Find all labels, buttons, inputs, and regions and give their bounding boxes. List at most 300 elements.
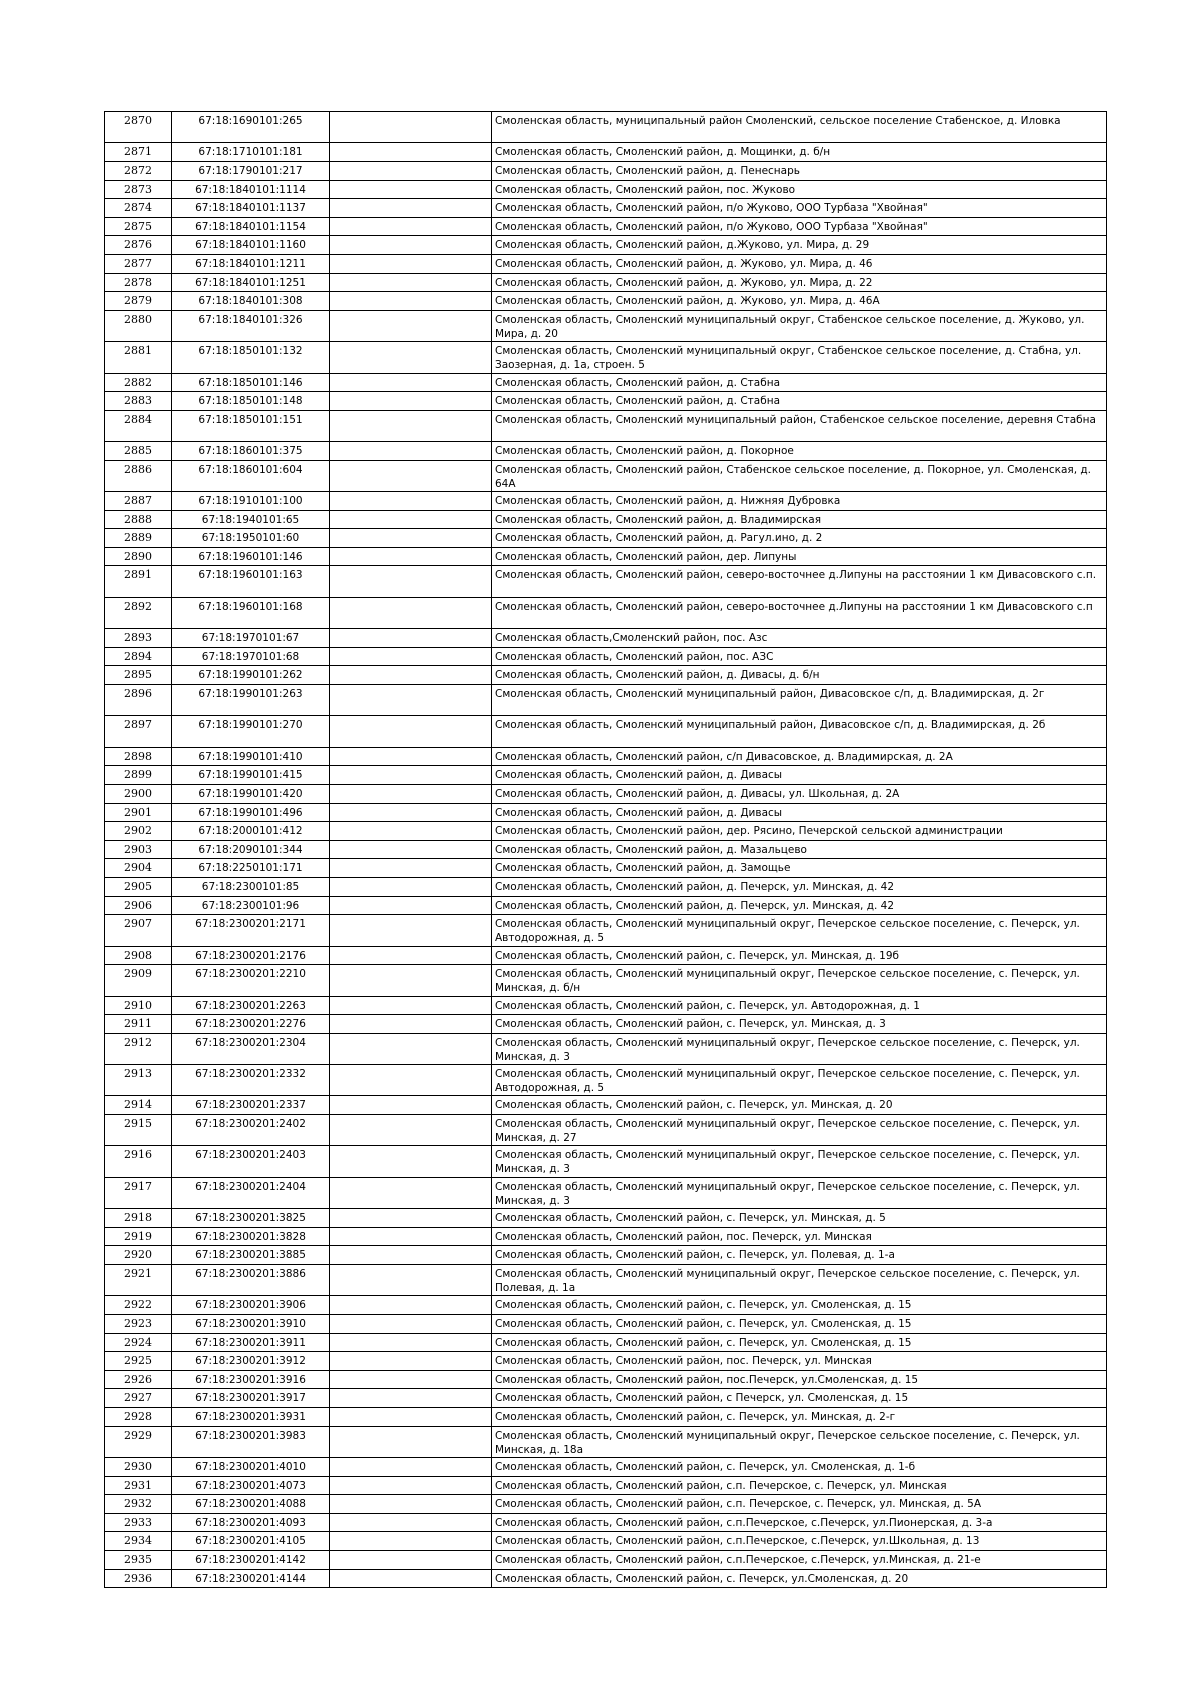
address-cell: Смоленская область, Смоленский муниципальный округ, Печерское сельское поселение, с. Печерск, ул. Минская, д. 27 <box>492 1115 1107 1146</box>
table-row <box>105 529 1107 548</box>
row-number: 2889 <box>105 529 172 548</box>
note-cell <box>330 529 492 548</box>
cadastral-number: 67:18:1990101:262 <box>172 666 330 685</box>
address-cell: Смоленская область, Смоленский район, дер. Липуны <box>492 547 1107 566</box>
table-row <box>105 666 1107 685</box>
address-cell: Смоленская область, Смоленский район, с. Печерск, ул. Полевая, д. 1-а <box>492 1246 1107 1265</box>
row-number: 2870 <box>105 112 172 143</box>
row-number: 2924 <box>105 1333 172 1352</box>
address-cell: Смоленская область, Смоленский район, д. Стабна <box>492 392 1107 411</box>
note-cell <box>330 1550 492 1569</box>
note-cell <box>330 1296 492 1315</box>
table-row <box>105 803 1107 822</box>
note-cell <box>330 1389 492 1408</box>
cadastral-number: 67:18:2090101:344 <box>172 840 330 859</box>
note-cell <box>330 629 492 648</box>
row-number: 2892 <box>105 597 172 628</box>
cadastral-number: 67:18:2300201:3828 <box>172 1227 330 1246</box>
cadastral-number: 67:18:2300201:2337 <box>172 1096 330 1115</box>
table-row <box>105 1389 1107 1408</box>
row-number: 2928 <box>105 1407 172 1426</box>
address-cell: Смоленская область, Смоленский район, с. Печерск, ул. Минская, д. 3 <box>492 1015 1107 1034</box>
cadastral-number: 67:18:1840101:1154 <box>172 217 330 236</box>
note-cell <box>330 766 492 785</box>
row-number: 2905 <box>105 877 172 896</box>
cadastral-number: 67:18:2300201:4144 <box>172 1569 330 1588</box>
property-table <box>104 111 1107 1588</box>
cadastral-number: 67:18:1940101:65 <box>172 510 330 529</box>
note-cell <box>330 1227 492 1246</box>
table-row <box>105 199 1107 218</box>
table-row <box>105 180 1107 199</box>
note-cell <box>330 217 492 236</box>
note-cell <box>330 1209 492 1228</box>
row-number: 2872 <box>105 161 172 180</box>
note-cell <box>330 310 492 341</box>
row-number: 2903 <box>105 840 172 859</box>
cadastral-number: 67:18:2300201:4142 <box>172 1550 330 1569</box>
address-cell: Смоленская область, Смоленский район, северо-восточнее д.Липуны на расстоянии 1 км Дивасовского с.п. <box>492 566 1107 597</box>
address-cell: Смоленская область, Смоленский муниципальный район, Дивасовское с/п, д. Владимирская, д. 2г <box>492 685 1107 716</box>
note-cell <box>330 747 492 766</box>
row-number: 2871 <box>105 143 172 162</box>
note-cell <box>330 566 492 597</box>
table-row <box>105 1115 1107 1146</box>
address-cell: Смоленская область, Смоленский район, пос. Печерск, ул. Минская <box>492 1227 1107 1246</box>
row-number: 2909 <box>105 965 172 996</box>
row-number: 2875 <box>105 217 172 236</box>
cadastral-number: 67:18:2300201:2171 <box>172 915 330 946</box>
address-cell: Смоленская область, Смоленский район, с. Печерск, ул. Минская, д. 2-г <box>492 1407 1107 1426</box>
row-number: 2876 <box>105 236 172 255</box>
table-row <box>105 1532 1107 1551</box>
address-cell: Смоленская область, Смоленский муниципальный округ, Печерское сельское поселение, с. Печерск, ул. Минская, д. 3 <box>492 1146 1107 1177</box>
note-cell <box>330 236 492 255</box>
cadastral-number: 67:18:1990101:270 <box>172 716 330 747</box>
row-number: 2890 <box>105 547 172 566</box>
note-cell <box>330 647 492 666</box>
address-cell: Смоленская область, Смоленский муниципальный район, Стабенское сельское поселение, деревня Стабна <box>492 410 1107 441</box>
row-number: 2900 <box>105 784 172 803</box>
row-number: 2931 <box>105 1476 172 1495</box>
cadastral-number: 67:18:2300201:3916 <box>172 1370 330 1389</box>
note-cell <box>330 1015 492 1034</box>
note-cell <box>330 1457 492 1476</box>
address-cell: Смоленская область, Смоленский район, с. Печерск, ул.Смоленская, д. 20 <box>492 1569 1107 1588</box>
table-row <box>105 1033 1107 1064</box>
table-body <box>105 112 1107 1588</box>
table-row <box>105 597 1107 628</box>
row-number: 2899 <box>105 766 172 785</box>
cadastral-number: 67:18:1840101:326 <box>172 310 330 341</box>
row-number: 2918 <box>105 1209 172 1228</box>
note-cell <box>330 1370 492 1389</box>
address-cell: Смоленская область, Смоленский муниципальный округ, Печерское сельское поселение, с. Печерск, ул. Минская, д. б/н <box>492 965 1107 996</box>
note-cell <box>330 822 492 841</box>
row-number: 2880 <box>105 310 172 341</box>
row-number: 2894 <box>105 647 172 666</box>
note-cell <box>330 1495 492 1514</box>
table-row <box>105 1407 1107 1426</box>
cadastral-number: 67:18:2300201:2402 <box>172 1115 330 1146</box>
cadastral-number: 67:18:2300201:2304 <box>172 1033 330 1064</box>
address-cell: Смоленская область, Смоленский муниципальный округ, Печерское сельское поселение, с. Печерск, ул. Автодорожная, д. 5 <box>492 1065 1107 1096</box>
cadastral-number: 67:18:2300201:2263 <box>172 996 330 1015</box>
table-row <box>105 716 1107 747</box>
address-cell: Смоленская область, Смоленский район, д. Покорное <box>492 442 1107 461</box>
note-cell <box>330 180 492 199</box>
note-cell <box>330 1096 492 1115</box>
note-cell <box>330 1065 492 1096</box>
cadastral-number: 67:18:2250101:171 <box>172 859 330 878</box>
table-row <box>105 1550 1107 1569</box>
note-cell <box>330 716 492 747</box>
address-cell: Смоленская область, Смоленский район, д.Жуково, ул. Мира, д. 29 <box>492 236 1107 255</box>
cadastral-number: 67:18:2300201:3906 <box>172 1296 330 1315</box>
table-row <box>105 784 1107 803</box>
table-row <box>105 510 1107 529</box>
address-cell: Смоленская область, Смоленский район, д. Стабна <box>492 373 1107 392</box>
table-row <box>105 840 1107 859</box>
cadastral-number: 67:18:1840101:308 <box>172 292 330 311</box>
address-cell: Смоленская область, Смоленский муниципальный округ, Печерское сельское поселение, с. Печерск, ул. Автодорожная, д. 5 <box>492 915 1107 946</box>
row-number: 2878 <box>105 273 172 292</box>
row-number: 2927 <box>105 1389 172 1408</box>
cadastral-number: 67:18:2300201:2210 <box>172 965 330 996</box>
cadastral-number: 67:18:1970101:67 <box>172 629 330 648</box>
row-number: 2906 <box>105 896 172 915</box>
row-number: 2921 <box>105 1265 172 1296</box>
row-number: 2907 <box>105 915 172 946</box>
row-number: 2893 <box>105 629 172 648</box>
row-number: 2908 <box>105 946 172 965</box>
address-cell: Смоленская область, Смоленский район, пос. Жуково <box>492 180 1107 199</box>
cadastral-number: 67:18:2300101:85 <box>172 877 330 896</box>
row-number: 2886 <box>105 460 172 491</box>
table-row <box>105 896 1107 915</box>
table-row <box>105 1426 1107 1457</box>
row-number: 2925 <box>105 1352 172 1371</box>
table-row <box>105 747 1107 766</box>
note-cell <box>330 1352 492 1371</box>
cadastral-number: 67:18:2300201:3825 <box>172 1209 330 1228</box>
table-row <box>105 877 1107 896</box>
table-row <box>105 1265 1107 1296</box>
address-cell: Смоленская область, Смоленский район, Стабенское сельское поселение, д. Покорное, ул. Смоленская, д. 64А <box>492 460 1107 491</box>
address-cell: Смоленская область, Смоленский район, с. Печерск, ул. Смоленская, д. 15 <box>492 1333 1107 1352</box>
note-cell <box>330 666 492 685</box>
address-cell: Смоленская область, муниципальный район Смоленский, сельское поселение Стабенское, д. Иловка <box>492 112 1107 143</box>
address-cell: Смоленская область, Смоленский район, с Печерск, ул. Смоленская, д. 15 <box>492 1389 1107 1408</box>
row-number: 2884 <box>105 410 172 441</box>
table-row <box>105 1476 1107 1495</box>
note-cell <box>330 784 492 803</box>
note-cell <box>330 292 492 311</box>
row-number: 2923 <box>105 1315 172 1334</box>
table-row <box>105 1333 1107 1352</box>
row-number: 2920 <box>105 1246 172 1265</box>
table-row <box>105 766 1107 785</box>
row-number: 2887 <box>105 492 172 511</box>
table-row <box>105 1352 1107 1371</box>
address-cell: Смоленская область, Смоленский район, д. Жуково, ул. Мира, д. 46А <box>492 292 1107 311</box>
address-cell: Смоленская область, Смоленский муниципальный округ, Печерское сельское поселение, с. Печерск, ул. Минская, д. 3 <box>492 1177 1107 1208</box>
row-number: 2915 <box>105 1115 172 1146</box>
address-cell: Смоленская область, Смоленский район, д. Пенеснарь <box>492 161 1107 180</box>
cadastral-number: 67:18:2300101:96 <box>172 896 330 915</box>
address-cell: Смоленская область, Смоленский район, с. Печерск, ул. Минская, д. 19б <box>492 946 1107 965</box>
note-cell <box>330 199 492 218</box>
table-row <box>105 236 1107 255</box>
table-row <box>105 161 1107 180</box>
cadastral-number: 67:18:1850101:148 <box>172 392 330 411</box>
table-row <box>105 492 1107 511</box>
cadastral-number: 67:18:2300201:3931 <box>172 1407 330 1426</box>
address-cell: Смоленская область, Смоленский район, пос. Печерск, ул. Минская <box>492 1352 1107 1371</box>
cadastral-number: 67:18:1990101:415 <box>172 766 330 785</box>
row-number: 2912 <box>105 1033 172 1064</box>
row-number: 2933 <box>105 1513 172 1532</box>
address-cell: Смоленская область, Смоленский район, с.п.Печерское, с.Печерск, ул.Минская, д. 21-е <box>492 1550 1107 1569</box>
address-cell: Смоленская область, Смоленский район, с.п.Печерское, с.Печерск, ул.Школьная, д. 13 <box>492 1532 1107 1551</box>
row-number: 2891 <box>105 566 172 597</box>
note-cell <box>330 877 492 896</box>
address-cell: Смоленская область, Смоленский район, д. Мазальцево <box>492 840 1107 859</box>
row-number: 2914 <box>105 1096 172 1115</box>
address-cell: Смоленская область, Смоленский муниципальный округ, Стабенское сельское поселение, д. Стабна, ул. Заозерная, д. 1а, строен. 5 <box>492 342 1107 373</box>
table-row <box>105 373 1107 392</box>
table-row <box>105 859 1107 878</box>
table-row <box>105 1569 1107 1588</box>
table-row <box>105 442 1107 461</box>
note-cell <box>330 143 492 162</box>
table-row <box>105 685 1107 716</box>
note-cell <box>330 1146 492 1177</box>
address-cell: Смоленская область, Смоленский муниципальный округ, Печерское сельское поселение, с. Печерск, ул. Полевая, д. 1а <box>492 1265 1107 1296</box>
row-number: 2904 <box>105 859 172 878</box>
table-row <box>105 273 1107 292</box>
row-number: 2935 <box>105 1550 172 1569</box>
cadastral-number: 67:18:1990101:496 <box>172 803 330 822</box>
table-row <box>105 342 1107 373</box>
table-row <box>105 410 1107 441</box>
cadastral-number: 67:18:2300201:2176 <box>172 946 330 965</box>
address-cell: Смоленская область, Смоленский район, д. Печерск, ул. Минская, д. 42 <box>492 896 1107 915</box>
note-cell <box>330 1033 492 1064</box>
row-number: 2929 <box>105 1426 172 1457</box>
note-cell <box>330 946 492 965</box>
table-row <box>105 629 1107 648</box>
address-cell: Смоленская область, Смоленский район, с. Печерск, ул. Автодорожная, д. 1 <box>492 996 1107 1015</box>
note-cell <box>330 1177 492 1208</box>
note-cell <box>330 1513 492 1532</box>
table-row <box>105 1015 1107 1034</box>
cadastral-number: 67:18:2300201:4010 <box>172 1457 330 1476</box>
table-row <box>105 1296 1107 1315</box>
cadastral-number: 67:18:2300201:3912 <box>172 1352 330 1371</box>
note-cell <box>330 273 492 292</box>
cadastral-number: 67:18:2300201:3910 <box>172 1315 330 1334</box>
table-row <box>105 392 1107 411</box>
note-cell <box>330 254 492 273</box>
address-cell: Смоленская область, Смоленский район, с. Печерск, ул. Минская, д. 20 <box>492 1096 1107 1115</box>
note-cell <box>330 840 492 859</box>
row-number: 2930 <box>105 1457 172 1476</box>
row-number: 2932 <box>105 1495 172 1514</box>
table-row <box>105 1495 1107 1514</box>
address-cell: Смоленская область, Смоленский район, п/о Жуково, ООО Турбаза "Хвойная" <box>492 199 1107 218</box>
cadastral-number: 67:18:2300201:2403 <box>172 1146 330 1177</box>
row-number: 2901 <box>105 803 172 822</box>
note-cell <box>330 1333 492 1352</box>
table-row <box>105 310 1107 341</box>
note-cell <box>330 685 492 716</box>
cadastral-number: 67:18:2000101:412 <box>172 822 330 841</box>
cadastral-number: 67:18:2300201:3917 <box>172 1389 330 1408</box>
cadastral-number: 67:18:1840101:1137 <box>172 199 330 218</box>
cadastral-number: 67:18:2300201:3885 <box>172 1246 330 1265</box>
cadastral-number: 67:18:1840101:1160 <box>172 236 330 255</box>
table-row <box>105 915 1107 946</box>
address-cell: Смоленская область, Смоленский район, с.п. Печерское, с. Печерск, ул. Минская, д. 5А <box>492 1495 1107 1514</box>
cadastral-number: 67:18:1850101:151 <box>172 410 330 441</box>
row-number: 2922 <box>105 1296 172 1315</box>
note-cell <box>330 547 492 566</box>
cadastral-number: 67:18:1910101:100 <box>172 492 330 511</box>
address-cell: Смоленская область, Смоленский район, пос. АЗС <box>492 647 1107 666</box>
table-row <box>105 1096 1107 1115</box>
table-row <box>105 1177 1107 1208</box>
cadastral-number: 67:18:1970101:68 <box>172 647 330 666</box>
row-number: 2885 <box>105 442 172 461</box>
note-cell <box>330 996 492 1015</box>
note-cell <box>330 492 492 511</box>
note-cell <box>330 1569 492 1588</box>
cadastral-number: 67:18:1990101:263 <box>172 685 330 716</box>
row-number: 2934 <box>105 1532 172 1551</box>
table-row <box>105 965 1107 996</box>
table-row <box>105 547 1107 566</box>
address-cell: Смоленская область, Смоленский район, с.п. Печерское, с. Печерск, ул. Минская <box>492 1476 1107 1495</box>
address-cell: Смоленская область, Смоленский район, с. Печерск, ул. Смоленская, д. 1-б <box>492 1457 1107 1476</box>
note-cell <box>330 342 492 373</box>
address-cell: Смоленская область, Смоленский район, д. Жуково, ул. Мира, д. 22 <box>492 273 1107 292</box>
address-cell: Смоленская область, Смоленский муниципальный округ, Печерское сельское поселение, с. Печерск, ул. Минская, д. 18а <box>492 1426 1107 1457</box>
cadastral-number: 67:18:2300201:3983 <box>172 1426 330 1457</box>
cadastral-number: 67:18:1840101:1251 <box>172 273 330 292</box>
address-cell: Смоленская область, Смоленский район, северо-восточнее д.Липуны на расстоянии 1 км Дивасовского с.п <box>492 597 1107 628</box>
cadastral-number: 67:18:1990101:410 <box>172 747 330 766</box>
table-row <box>105 254 1107 273</box>
note-cell <box>330 803 492 822</box>
address-cell: Смоленская область, Смоленский район, д. Владимирская <box>492 510 1107 529</box>
row-number: 2936 <box>105 1569 172 1588</box>
table-row <box>105 1513 1107 1532</box>
cadastral-number: 67:18:2300201:4105 <box>172 1532 330 1551</box>
address-cell: Смоленская область, Смоленский район, с. Печерск, ул. Смоленская, д. 15 <box>492 1315 1107 1334</box>
cadastral-number: 67:18:1840101:1211 <box>172 254 330 273</box>
table-row <box>105 1246 1107 1265</box>
row-number: 2902 <box>105 822 172 841</box>
row-number: 2877 <box>105 254 172 273</box>
note-cell <box>330 460 492 491</box>
row-number: 2913 <box>105 1065 172 1096</box>
note-cell <box>330 442 492 461</box>
note-cell <box>330 1115 492 1146</box>
cadastral-number: 67:18:2300201:4073 <box>172 1476 330 1495</box>
row-number: 2897 <box>105 716 172 747</box>
table-row <box>105 1146 1107 1177</box>
cadastral-number: 67:18:1850101:146 <box>172 373 330 392</box>
cadastral-number: 67:18:1840101:1114 <box>172 180 330 199</box>
row-number: 2917 <box>105 1177 172 1208</box>
note-cell <box>330 410 492 441</box>
address-cell: Смоленская область, Смоленский муниципальный район, Дивасовское с/п, д. Владимирская, д. 2б <box>492 716 1107 747</box>
note-cell <box>330 1315 492 1334</box>
table-row <box>105 1227 1107 1246</box>
table-row <box>105 460 1107 491</box>
address-cell: Смоленская область, Смоленский район, д. Печерск, ул. Минская, д. 42 <box>492 877 1107 896</box>
note-cell <box>330 112 492 143</box>
row-number: 2926 <box>105 1370 172 1389</box>
row-number: 2873 <box>105 180 172 199</box>
note-cell <box>330 161 492 180</box>
cadastral-number: 67:18:2300201:4088 <box>172 1495 330 1514</box>
address-cell: Смоленская область, Смоленский муниципальный округ, Стабенское сельское поселение, д. Жуково, ул. Мира, д. 20 <box>492 310 1107 341</box>
cadastral-number: 67:18:2300201:2404 <box>172 1177 330 1208</box>
note-cell <box>330 896 492 915</box>
cadastral-number: 67:18:2300201:2276 <box>172 1015 330 1034</box>
row-number: 2882 <box>105 373 172 392</box>
note-cell <box>330 965 492 996</box>
table-row <box>105 217 1107 236</box>
table-row <box>105 112 1107 143</box>
cadastral-number: 67:18:2300201:2332 <box>172 1065 330 1096</box>
address-cell: Смоленская область, Смоленский район, с. Печерск, ул. Смоленская, д. 15 <box>492 1296 1107 1315</box>
cadastral-number: 67:18:1960101:146 <box>172 547 330 566</box>
table-row <box>105 1457 1107 1476</box>
table-row <box>105 1315 1107 1334</box>
cadastral-number: 67:18:1690101:265 <box>172 112 330 143</box>
address-cell: Смоленская область, Смоленский муниципальный округ, Печерское сельское поселение, с. Печерск, ул. Минская, д. 3 <box>492 1033 1107 1064</box>
note-cell <box>330 597 492 628</box>
cadastral-number: 67:18:1960101:163 <box>172 566 330 597</box>
note-cell <box>330 1476 492 1495</box>
address-cell: Смоленская область, Смоленский район, д. Дивасы, д. б/н <box>492 666 1107 685</box>
address-cell: Смоленская область, Смоленский район, пос.Печерск, ул.Смоленская, д. 15 <box>492 1370 1107 1389</box>
table-row <box>105 996 1107 1015</box>
address-cell: Смоленская область, Смоленский район, с.п.Печерское, с.Печерск, ул.Пионерская, д. 3-а <box>492 1513 1107 1532</box>
cadastral-number: 67:18:1790101:217 <box>172 161 330 180</box>
row-number: 2888 <box>105 510 172 529</box>
row-number: 2879 <box>105 292 172 311</box>
row-number: 2898 <box>105 747 172 766</box>
note-cell <box>330 1426 492 1457</box>
table-row <box>105 822 1107 841</box>
address-cell: Смоленская область, Смоленский район, д. Жуково, ул. Мира, д. 46 <box>492 254 1107 273</box>
row-number: 2916 <box>105 1146 172 1177</box>
cadastral-number: 67:18:1960101:168 <box>172 597 330 628</box>
note-cell <box>330 392 492 411</box>
note-cell <box>330 1246 492 1265</box>
row-number: 2911 <box>105 1015 172 1034</box>
cadastral-number: 67:18:1710101:181 <box>172 143 330 162</box>
cadastral-number: 67:18:1850101:132 <box>172 342 330 373</box>
note-cell <box>330 1265 492 1296</box>
address-cell: Смоленская область, Смоленский район, д. Нижняя Дубровка <box>492 492 1107 511</box>
address-cell: Смоленская область, Смоленский район, д. Дивасы, ул. Школьная, д. 2А <box>492 784 1107 803</box>
table-row <box>105 566 1107 597</box>
